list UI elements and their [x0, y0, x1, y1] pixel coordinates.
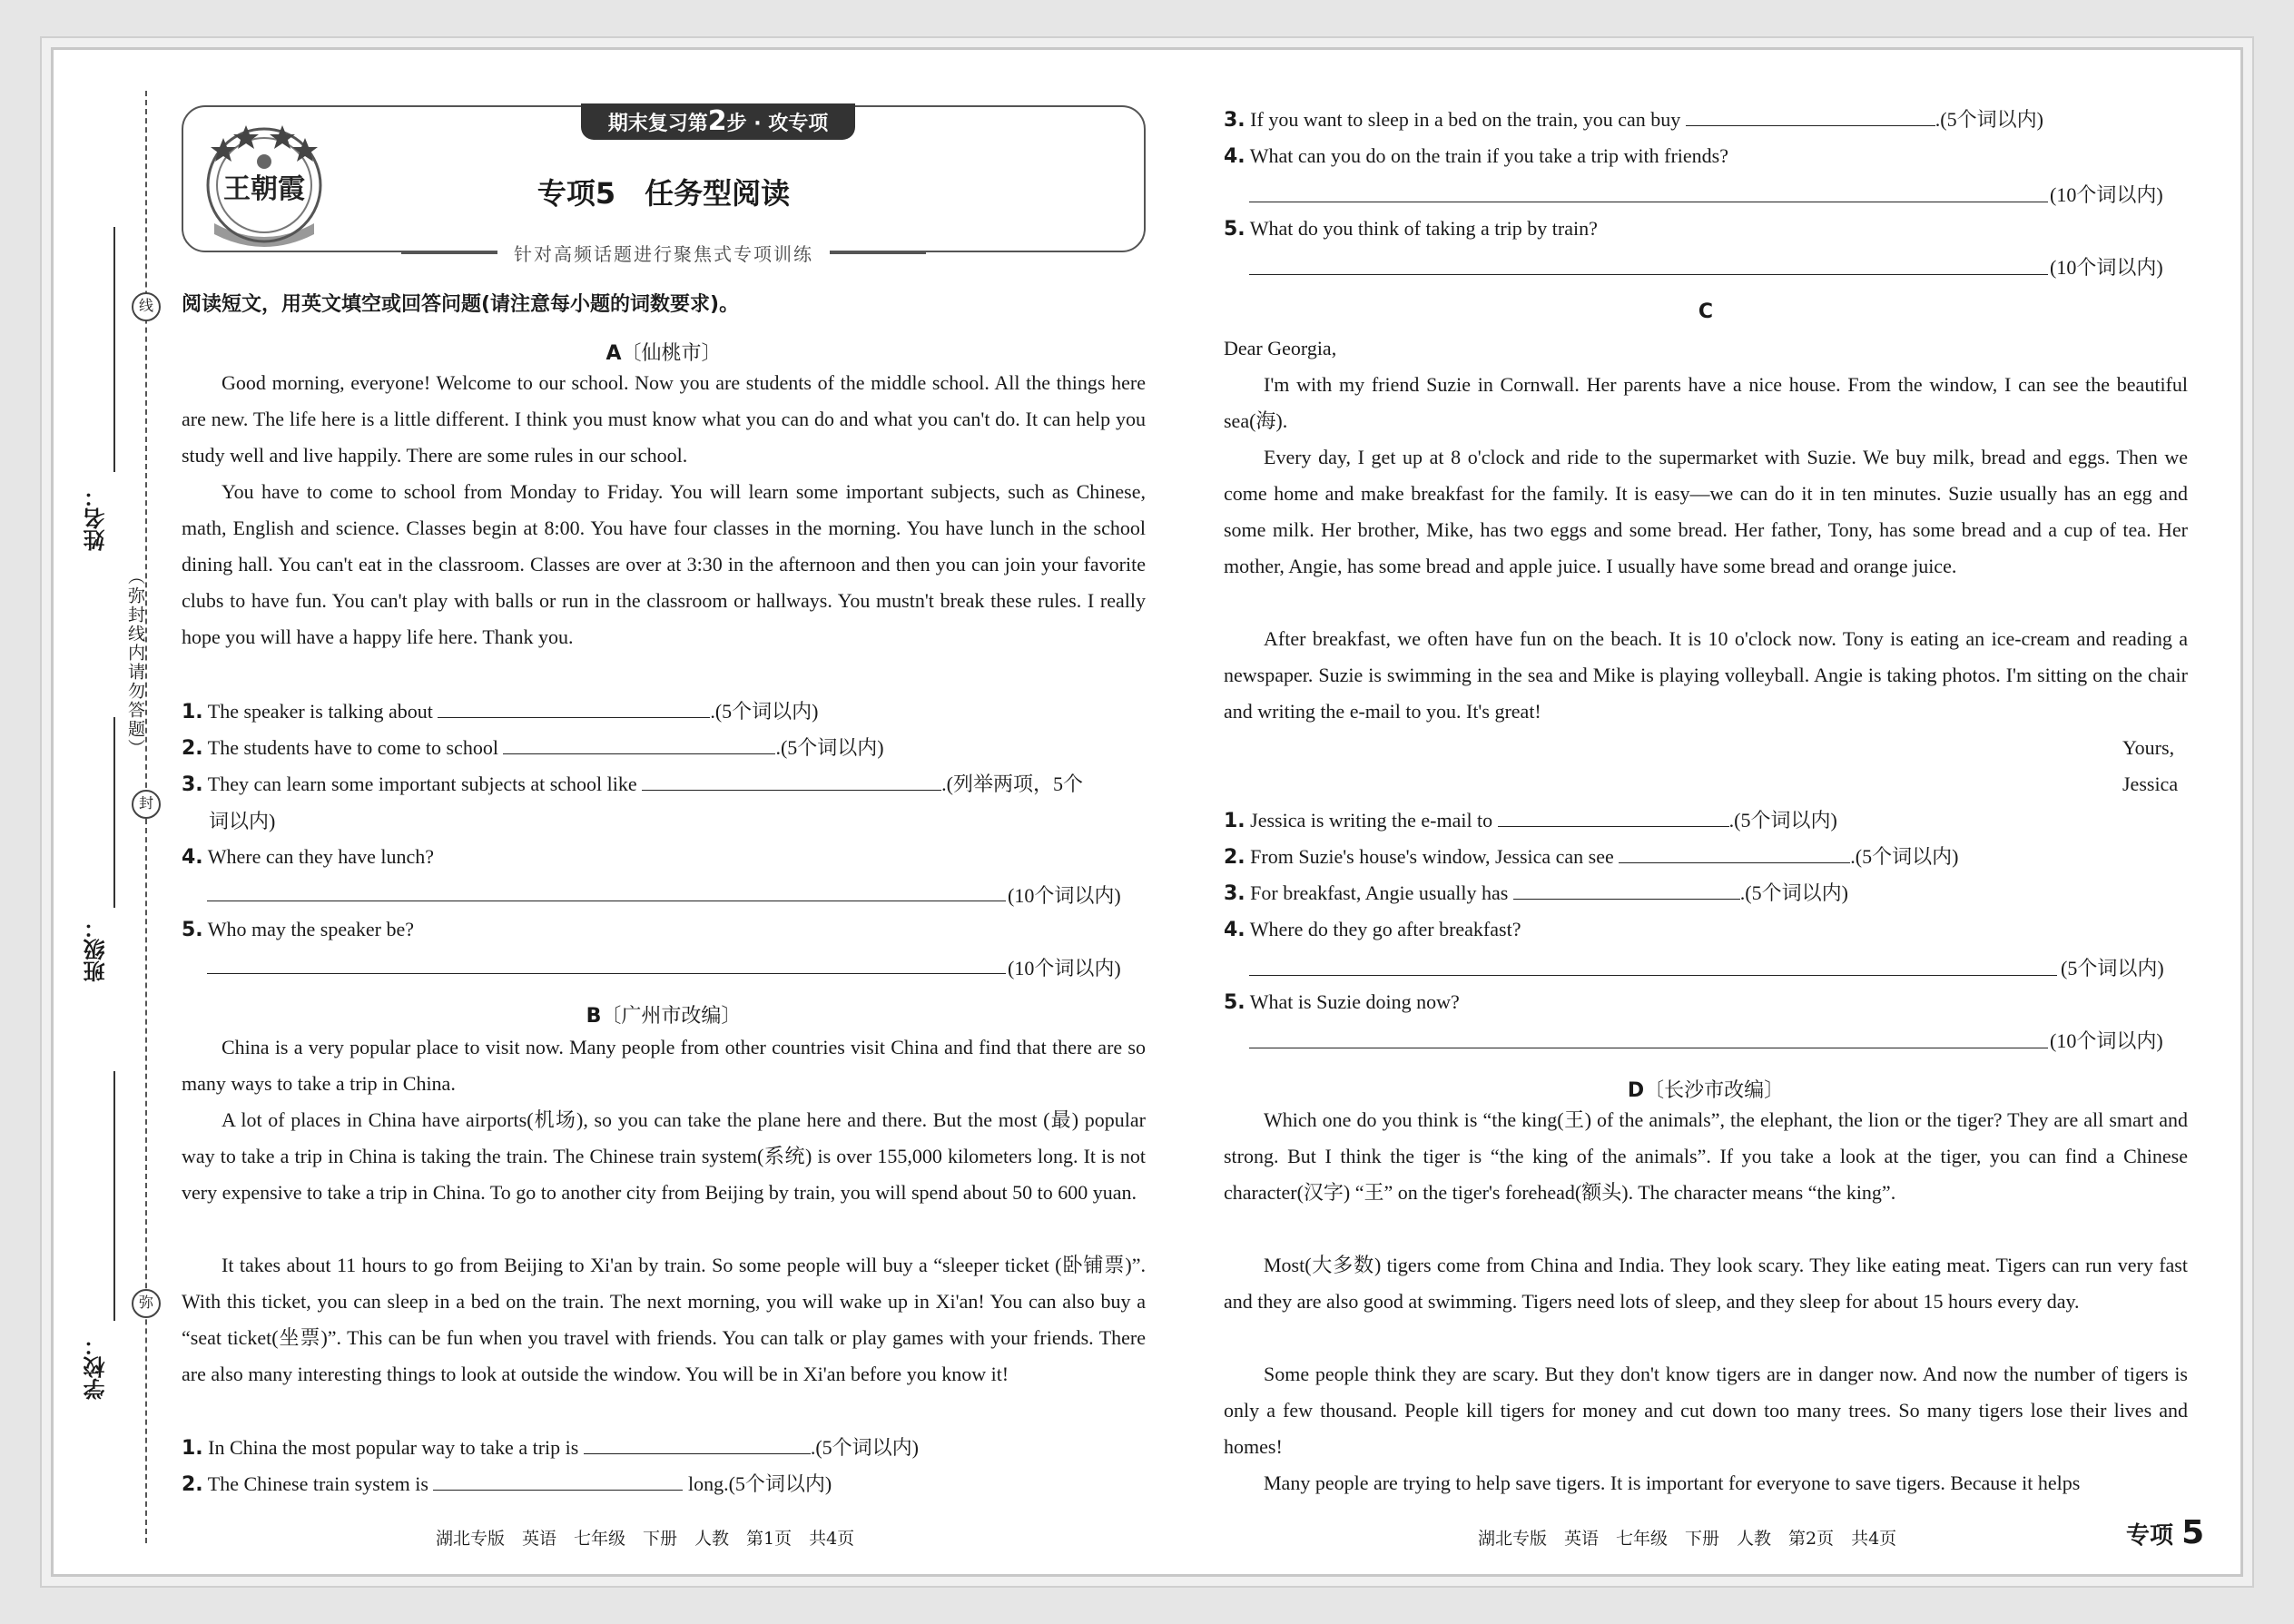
word-limit: (10个词以内)	[2050, 256, 2163, 279]
section-a-q4: 4. Where can they have lunch?	[182, 845, 434, 869]
letter-closing: Yours,	[2122, 736, 2175, 759]
word-limit: (5个词以内)	[2061, 957, 2164, 979]
name-label: 姓名：	[84, 486, 109, 551]
section-c-para-1: I'm with my friend Suzie in Cornwall. Her parents have a nice house. From the window, I can see the beautiful sea(海).	[1224, 373, 2188, 432]
section-b-q4: 4. What can you do on the train if you take a trip with friends?	[1224, 144, 1729, 168]
svg-text:王朝霞: 王朝霞	[223, 173, 305, 205]
answer-blank[interactable]	[503, 733, 775, 754]
name-field[interactable]	[113, 227, 115, 472]
answer-blank[interactable]	[642, 770, 941, 791]
section-c-q3: 3. For breakfast, Angie usually has .(5个词以内)	[1224, 875, 1848, 912]
section-d-title: D〔长沙市改编〕	[1627, 1078, 1785, 1102]
section-b-para-3: It takes about 11 hours to go from Beijing to Xi'an by train. So some people will buy a “sleeper ticket (卧铺票)”. With this ticket, you can sleep in a bed on the train. The next morning, you will wake up in Xi'an! You can also buy a “seat ticket(坐票)”. This can be fun when you travel with friends. You can talk or play games with your friends. There are also many interesting things to look at outside the window. You will be in Xi'an before you know it!	[182, 1254, 1146, 1385]
seal-mark-xian: 线	[132, 292, 161, 321]
seal-note: （弥封线内请勿答题）	[125, 567, 145, 758]
section-a-q2: 2. The students have to come to school .(5个词以内)	[182, 730, 884, 767]
answer-blank[interactable]	[433, 1470, 683, 1491]
section-b-q5: 5. What do you think of taking a trip by train?	[1224, 217, 1598, 241]
seal-mark-mi: 弥	[132, 1289, 161, 1318]
section-b-para-2: A lot of places in China have airports(机场), so you can take the plane here and there. But the most (最) popular way to take a trip in China is taking the train. The Chinese train system(系统) is over 155,000 kilometers long. It is not very expensive to take a trip in China. To go to another city from Beijing by train, you will spend about 50 to 600 yuan.	[182, 1108, 1146, 1204]
answer-blank[interactable]	[1513, 879, 1740, 900]
answer-line[interactable]	[207, 973, 1006, 974]
word-limit: (10个词以内)	[2050, 1029, 2163, 1052]
answer-blank[interactable]	[438, 697, 710, 718]
class-field[interactable]	[113, 717, 115, 908]
page-title: 专项5 任务型阅读	[537, 176, 791, 211]
letter-signature: Jessica	[2122, 773, 2179, 795]
section-b-q1: 1. In China the most popular way to take a trip is .(5个词以内)	[182, 1430, 919, 1467]
section-b-title: B〔广州市改编〕	[586, 1004, 742, 1028]
step-tab: 期末复习第2步 · 攻专项	[581, 103, 855, 140]
school-field[interactable]	[113, 1071, 115, 1321]
section-b-q2: 2. The Chinese train system is long.(5个词以内)	[182, 1466, 832, 1503]
answer-blank[interactable]	[584, 1433, 811, 1454]
footer-left: 湖北专版 英语 七年级 下册 人教 第1页 共4页	[436, 1529, 855, 1549]
word-limit: (10个词以内)	[2050, 183, 2163, 206]
header-box	[182, 105, 1146, 265]
section-c-title: C	[1698, 300, 1714, 323]
answer-line[interactable]	[1249, 274, 2048, 275]
section-a-q1: 1. The speaker is talking about .(5个词以内)	[182, 694, 818, 731]
section-b-q3: 3. If you want to sleep in a bed on the train, you can buy .(5个词以内)	[1224, 102, 2043, 139]
section-d-para-1: Which one do you think is “the king(王) of the animals”, the elephant, the lion or the tiger? They are all smart and strong. But I think the tiger is “the king of the animals”. If you take a look at the tiger, you can find a Chinese character(汉字) “王” on the tiger's forehead(额头). The character means “the king”.	[1224, 1108, 2188, 1204]
answer-blank[interactable]	[1686, 105, 1935, 126]
word-limit: (10个词以内)	[1008, 884, 1121, 907]
school-label: 学校：	[84, 1334, 109, 1400]
answer-blank[interactable]	[1619, 842, 1850, 863]
letter-salutation: Dear Georgia,	[1224, 337, 1337, 359]
section-a-title: A〔仙桃市〕	[605, 341, 722, 365]
class-label: 班级：	[84, 917, 109, 982]
section-d-para-3: Some people think they are scary. But they don't know tigers are in danger now. And now the number of tigers is only a few thousand. People kill tigers for money and cut down too many trees. So many tigers lose their lives and homes!	[1224, 1363, 2188, 1458]
section-c-q5: 5. What is Suzie doing now?	[1224, 990, 1460, 1014]
section-c-q1: 1. Jessica is writing the e-mail to .(5个词以内)	[1224, 802, 1837, 840]
seal-mark-feng: 封	[132, 790, 161, 819]
section-b-para-1: China is a very popular place to visit now. Many people from other countries visit China and find that there are so many ways to take a trip in China.	[182, 1036, 1146, 1095]
section-c-q2: 2. From Suzie's house's window, Jessica can see .(5个词以内)	[1224, 839, 1958, 876]
instructions: 阅读短文，用英文填空或回答问题(请注意每小题的词数要求)。	[182, 293, 740, 316]
section-tag: 专项 5	[2126, 1514, 2205, 1551]
footer-right: 湖北专版 英语 七年级 下册 人教 第2页 共4页	[1478, 1529, 1897, 1549]
section-d-para-2: Most(大多数) tigers come from China and India. They look scary. They like eating meat. Tigers can run very fast and they are also good at swimming. Tigers need lots of sleep, and they sleep for about 15 hours every day.	[1224, 1254, 2188, 1313]
section-d-para-4: Many people are trying to help save tigers. It is important for everyone to save tigers. Because it helps	[1264, 1471, 2081, 1494]
section-c-para-3: After breakfast, we often have fun on the beach. It is 10 o'clock now. Tony is eating an ice-cream and reading a newspaper. Suzie is swimming in the sea and Mike is playing volleyball. Angie is taking photos. I'm sitting on the chair and writing the e-mail to you. It's great!	[1224, 627, 2188, 723]
word-limit: (10个词以内)	[1008, 957, 1121, 979]
page-subtitle: 针对高频话题进行聚焦式专项训练	[183, 240, 1144, 266]
section-a-q5: 5. Who may the speaker be?	[182, 918, 415, 941]
section-a-para-1: Good morning, everyone! Welcome to our school. Now you are students of the middle school. All the things here are new. The life here is a little different. I think you must know what you can do and what you can't do. It can help you study well and live happily. There are some rules in our school.	[182, 371, 1146, 467]
section-a-q3: 3. They can learn some important subjects at school like .(列举两项，5个 词以内)	[182, 766, 1146, 840]
section-c-q4: 4. Where do they go after breakfast?	[1224, 918, 1521, 941]
answer-line[interactable]	[1249, 975, 2057, 976]
section-a-para-2: You have to come to school from Monday to Friday. You will learn some important subjects, such as Chinese, math, English and science. Classes begin at 8:00. You have four classes in the morning. You have lunch in the school dining hall. You can't eat in the classroom. Classes are over at 3:30 in the afternoon and then you can join your favorite clubs to have fun. You can't play with balls or run in the classroom or hallways. You mustn't break these rules. I really hope you will have a happy life here. Thank you.	[182, 480, 1146, 648]
answer-blank[interactable]	[1498, 806, 1729, 827]
section-c-para-2: Every day, I get up at 8 o'clock and ride to the supermarket with Suzie. We buy milk, bread and eggs. Then we come home and make breakfast for the family. It is easy—we can do it in ten minutes. Suzie usually has an egg and some milk. Her brother, Mike, has two eggs and some bread. Her father, Tony, has some bread and a cup of tea. Her mother, Angie, has some bread and apple juice. I usually have some bread and orange juice.	[1224, 446, 2188, 577]
